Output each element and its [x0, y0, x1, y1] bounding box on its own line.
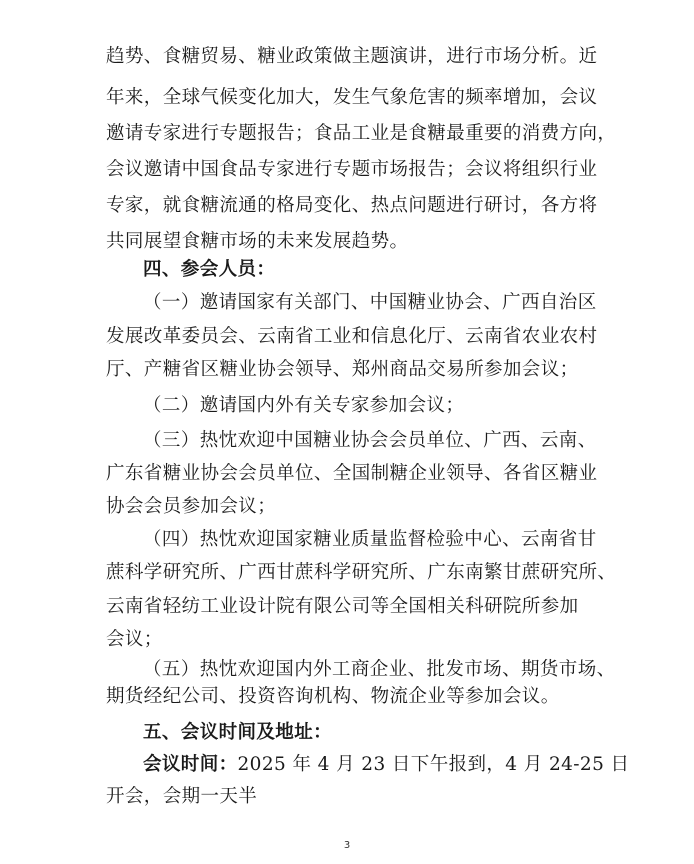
list-item-line: 会议；	[106, 629, 163, 650]
list-item-line: （二）邀请国内外有关专家参加会议；	[143, 395, 465, 416]
meeting-time-line	[143, 753, 630, 777]
paragraph-line: 会议邀请中国食品专家进行专题市场报告；会议将组织行业	[106, 159, 598, 180]
section-heading-time-location: 五、会议时间及地址：	[143, 722, 333, 743]
list-item-line: 期货经纪公司、投资咨询机构、物流企业等参加会议。	[106, 686, 560, 707]
meeting-time-label: 会议时间：	[143, 754, 238, 775]
paragraph-line: 共同展望食糖市场的未来发展趋势。	[106, 231, 409, 252]
paragraph-line: 趋势、食糖贸易、糖业政策做主题演讲，进行市场分析。近	[106, 46, 598, 67]
meeting-time-line-2: 开会，会期一天半	[106, 786, 258, 807]
paragraph-line: 专家，就食糖流通的格局变化、热点问题进行研讨，各方将	[106, 195, 598, 216]
list-item-line: （三）热忱欢迎中国糖业协会会员单位、广西、云南、	[143, 430, 597, 451]
section-heading-attendees: 四、参会人员：	[143, 259, 276, 280]
list-item-line: 广东省糖业协会会员单位、全国制糖企业领导、各省区糖业	[106, 463, 598, 484]
paragraph-line: 年来，全球气候变化加大，发生气象危害的频率增加，会议	[106, 87, 598, 108]
list-item-line: 云南省轻纺工业设计院有限公司等全国相关科研院所参加	[106, 596, 579, 617]
list-item-line: （一）邀请国家有关部门、中国糖业协会、广西自治区	[143, 292, 597, 313]
list-item-line: 协会会员参加会议；	[106, 496, 277, 517]
meeting-time-text: 2025 年 4 月 23 日下午报到，4 月 24-25 日	[237, 754, 630, 775]
list-item-line: （四）热忱欢迎国家糖业质量监督检验中心、云南省甘	[143, 529, 597, 550]
page-number: 3	[343, 840, 351, 851]
list-item-line: 厅、产糖省区糖业协会领导、郑州商品交易所参加会议；	[106, 359, 579, 380]
list-item-line: 蔗科学研究所、广西甘蔗科学研究所、广东南繁甘蔗研究所、	[106, 562, 617, 583]
list-item-line: 发展改革委员会、云南省工业和信息化厅、云南省农业农村	[106, 326, 598, 347]
paragraph-line: 邀请专家进行专题报告；食品工业是食糖最重要的消费方向，	[106, 123, 617, 144]
list-item-line: （五）热忱欢迎国内外工商企业、批发市场、期货市场、	[143, 659, 616, 680]
